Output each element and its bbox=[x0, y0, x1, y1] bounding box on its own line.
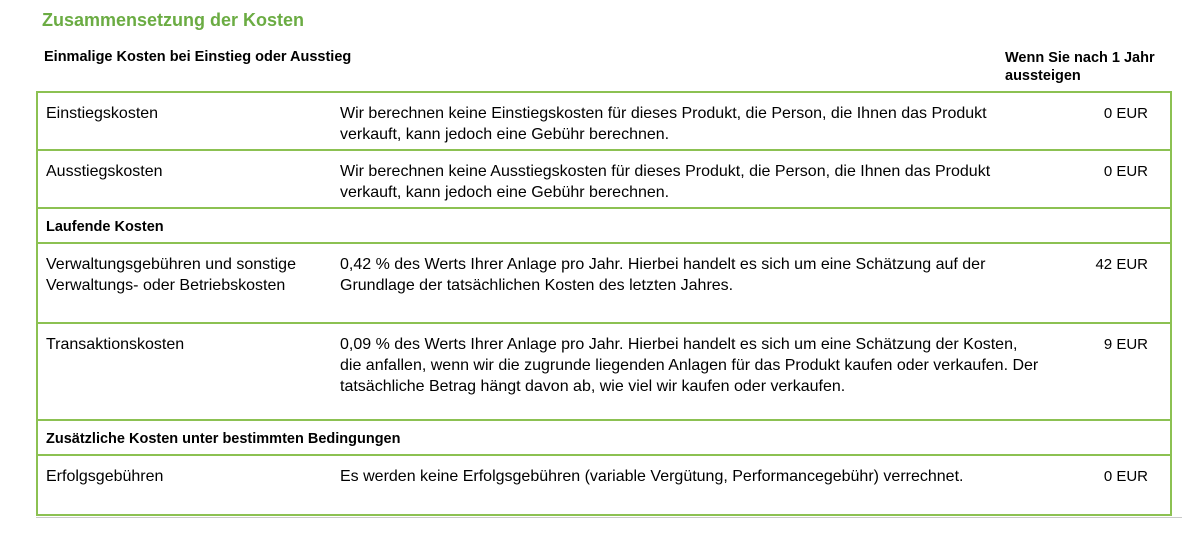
table-row bbox=[38, 93, 1170, 151]
row-amount: 0 EUR bbox=[1103, 468, 1148, 485]
row-label: Einstiegskosten bbox=[46, 105, 159, 122]
table-row bbox=[38, 456, 1170, 516]
table-row bbox=[38, 151, 1170, 209]
row-description: Wir berechnen keine Ausstiegskosten für dieses Produkt, die Person, die Ihnen das Produkt verkauft, kann jedoch eine Gebühr berechnen. bbox=[340, 163, 991, 201]
section-heading: Laufende Kosten bbox=[46, 219, 164, 235]
table-row bbox=[38, 244, 1170, 324]
section-heading: Zusätzliche Kosten unter bestimmten Bedingungen bbox=[46, 431, 401, 447]
row-amount: 9 EUR bbox=[1103, 336, 1148, 353]
table-row bbox=[38, 324, 1170, 421]
row-amount: 0 EUR bbox=[1103, 163, 1148, 180]
row-label: Erfolgsgebühren bbox=[46, 468, 164, 485]
row-label: Ausstiegskosten bbox=[46, 163, 163, 180]
row-amount: 42 EUR bbox=[1095, 256, 1148, 273]
one-off-costs-heading: Einmalige Kosten bei Einstieg oder Ausstieg bbox=[44, 49, 352, 65]
row-description: 0,42 % des Werts Ihrer Anlage pro Jahr. Hierbei handelt es sich um eine Schätzung auf der Grundlage der tatsächlichen Kosten des letzten Jahres. bbox=[340, 256, 986, 294]
section-row-running-costs bbox=[38, 209, 1170, 244]
row-description: Wir berechnen keine Einstiegskosten für dieses Produkt, die Person, die Ihnen das Produkt verkauft, kann jedoch eine Gebühr berechnen. bbox=[340, 105, 987, 143]
page-divider bbox=[36, 517, 1182, 518]
row-label: Transaktionskosten bbox=[46, 336, 185, 353]
exit-after-1-year-column-header: Wenn Sie nach 1 Jahr aussteigen bbox=[1005, 50, 1155, 84]
row-description: 0,09 % des Werts Ihrer Anlage pro Jahr. Hierbei handelt es sich um eine Schätzung der Kosten, die anfallen, wenn wir die zugrunde liegenden Anlagen für das Produkt kaufen oder verkaufen. Der tatsächliche Betrag hängt davon ab, wie viel wir kaufen oder verkaufen. bbox=[340, 336, 1039, 395]
cost-table bbox=[36, 91, 1172, 516]
row-description: Es werden keine Erfolgsgebühren (variable Vergütung, Performancegebühr) verrechnet. bbox=[340, 468, 964, 485]
page-title: Zusammensetzung der Kosten bbox=[42, 10, 305, 30]
row-amount: 0 EUR bbox=[1103, 105, 1148, 122]
section-row-additional-costs bbox=[38, 421, 1170, 456]
row-label: Verwaltungsgebühren und sonstige Verwaltungs- oder Betriebskosten bbox=[46, 256, 296, 294]
